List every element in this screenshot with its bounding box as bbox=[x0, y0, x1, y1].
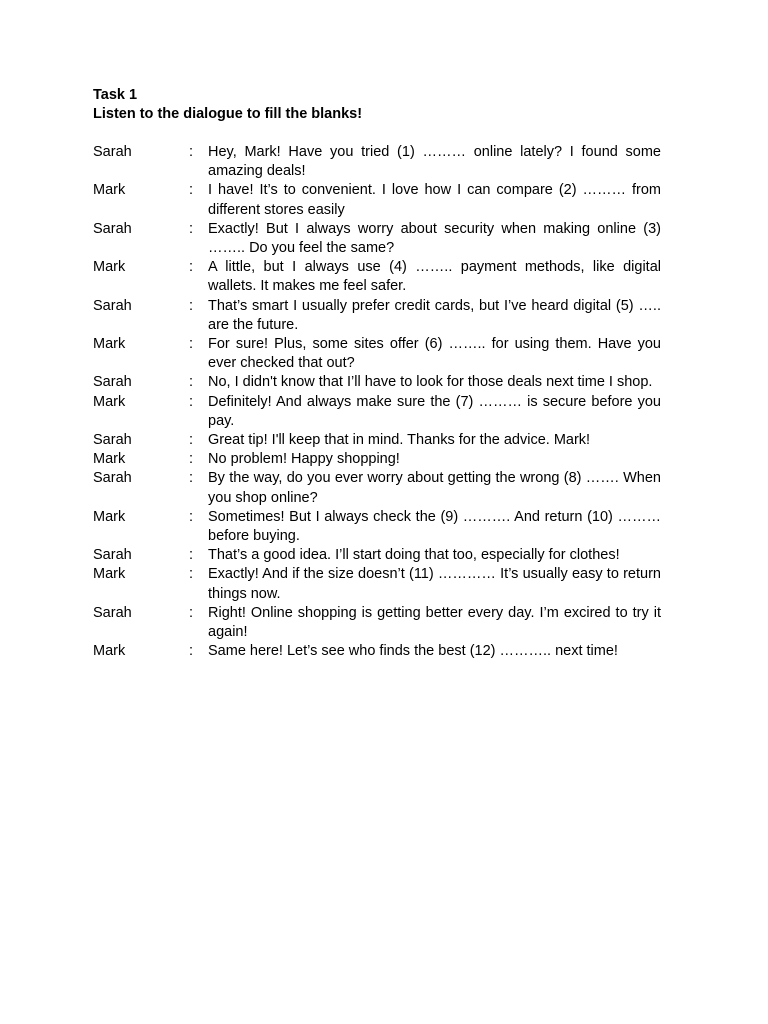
speaker-separator: : bbox=[189, 374, 194, 391]
speaker-separator: : bbox=[189, 220, 194, 237]
speaker-name: Mark bbox=[93, 336, 126, 353]
dialogue-line bbox=[93, 335, 661, 373]
dialogue-line bbox=[93, 181, 661, 219]
dialogue-line bbox=[93, 450, 661, 469]
dialogue-line bbox=[93, 258, 661, 296]
dialogue-line bbox=[93, 297, 661, 335]
speaker-name: Sarah bbox=[93, 374, 132, 391]
speaker-separator: : bbox=[189, 451, 194, 468]
speaker-name: Sarah bbox=[93, 144, 132, 160]
utterance-text: For sure! Plus, some sites offer (6) …….. for using them. Have you ever checked that out? bbox=[208, 336, 661, 372]
utterance-text: No, I didn't know that I’ll have to look for those deals next time I shop. bbox=[208, 374, 653, 391]
dialogue-line bbox=[93, 220, 661, 258]
utterance-text: By the way, do you ever worry about getting the wrong (8) ……. When you shop online? bbox=[208, 470, 661, 506]
dialogue-line bbox=[93, 508, 661, 546]
dialogue-line bbox=[93, 469, 661, 507]
dialogue-line bbox=[93, 373, 661, 392]
utterance-text: Sometimes! But I always check the (9) ………. And return (10) ……… before buying. bbox=[208, 508, 661, 545]
speaker-name: Mark bbox=[93, 259, 126, 276]
utterance-text: That’s a good idea. I’ll start doing that too, especially for clothes! bbox=[208, 547, 620, 564]
utterance-text: A little, but I always use (4) …….. payment methods, like digital wallets. It makes me feel safer. bbox=[208, 259, 661, 295]
utterance-text: I have! It’s to convenient. I love how I can compare (2) ……… from different stores easily bbox=[208, 182, 661, 218]
speaker-name: Sarah bbox=[93, 547, 132, 564]
dialogue-line bbox=[93, 143, 661, 181]
speaker-separator: : bbox=[189, 604, 194, 621]
speaker-name: Sarah bbox=[93, 220, 132, 237]
speaker-name: Sarah bbox=[93, 297, 132, 314]
speaker-name: Mark bbox=[93, 182, 126, 199]
utterance-text: Hey, Mark! Have you tried (1) ……… online lately? I found some amazing deals! bbox=[208, 144, 661, 180]
speaker-separator: : bbox=[189, 336, 194, 353]
speaker-separator: : bbox=[189, 432, 194, 449]
speaker-name: Mark bbox=[93, 508, 126, 525]
utterance-text: Same here! Let’s see who finds the best (12) ……….. next time! bbox=[208, 643, 618, 660]
speaker-separator: : bbox=[189, 144, 194, 160]
utterance-text: Right! Online shopping is getting better every day. I’m excired to try it again! bbox=[208, 604, 661, 641]
speaker-separator: : bbox=[189, 393, 194, 410]
dialogue-line bbox=[93, 642, 661, 661]
speaker-separator: : bbox=[189, 547, 194, 564]
utterance-text: Definitely! And always make sure the (7) ……… is secure before you pay. bbox=[208, 393, 661, 429]
dialogue bbox=[93, 143, 661, 661]
utterance-text: Great tip! I'll keep that in mind. Thanks for the advice. Mark! bbox=[208, 432, 591, 449]
speaker-separator: : bbox=[189, 643, 194, 660]
speaker-separator: : bbox=[189, 508, 194, 525]
speaker-name: Sarah bbox=[93, 432, 132, 449]
speaker-separator: : bbox=[189, 470, 194, 487]
speaker-separator: : bbox=[189, 259, 194, 276]
speaker-name: Sarah bbox=[93, 604, 132, 621]
speaker-name: Mark bbox=[93, 566, 126, 583]
speaker-name: Mark bbox=[93, 643, 126, 660]
dialogue-line bbox=[93, 431, 661, 450]
utterance-text: Exactly! And if the size doesn’t (11) ………… It’s usually easy to return things now. bbox=[208, 566, 661, 602]
speaker-name: Sarah bbox=[93, 470, 132, 487]
utterance-text: Exactly! But I always worry about security when making online (3) …….. Do you feel the same? bbox=[208, 220, 661, 257]
dialogue-line bbox=[93, 546, 661, 565]
dialogue-line bbox=[93, 604, 661, 642]
utterance-text: No problem! Happy shopping! bbox=[208, 451, 400, 468]
speaker-name: Mark bbox=[93, 451, 126, 468]
speaker-separator: : bbox=[189, 566, 194, 583]
utterance-text: That’s smart I usually prefer credit cards, but I’ve heard digital (5) ….. are the future. bbox=[208, 297, 661, 333]
speaker-separator: : bbox=[189, 297, 194, 314]
speaker-name: Mark bbox=[93, 393, 126, 410]
dialogue-line bbox=[93, 565, 661, 603]
dialogue-line bbox=[93, 393, 661, 431]
instruction-text: Listen to the dialogue to fill the blanks! bbox=[93, 106, 363, 122]
task-title: Task 1 bbox=[93, 87, 138, 103]
speaker-separator: : bbox=[189, 182, 194, 199]
